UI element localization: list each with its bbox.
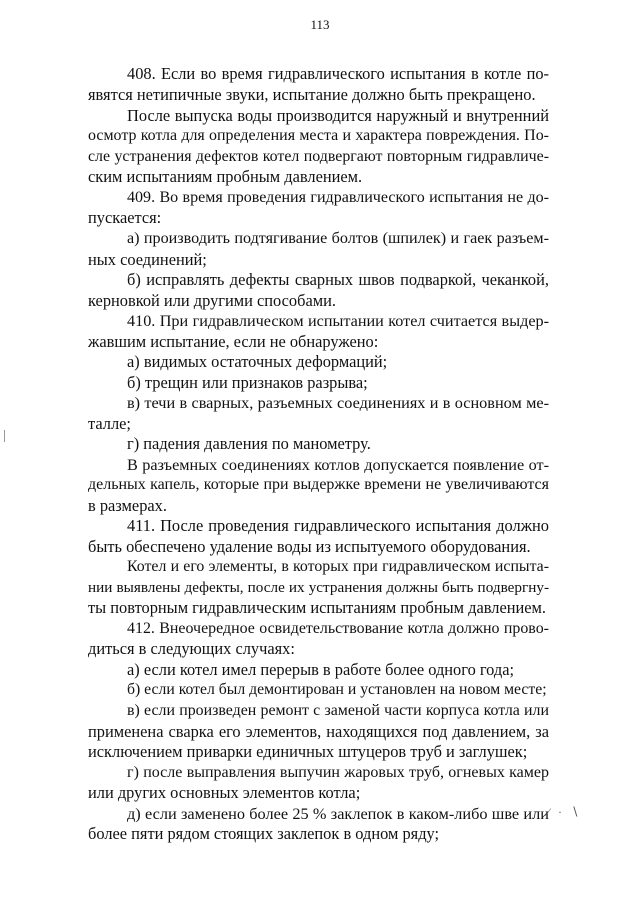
text-line: быть обеспечено удаление воды из испытуемого оборудования.	[88, 537, 531, 556]
text-line: б) исправлять дефекты сварных швов подваркой, чеканкой,	[127, 270, 549, 289]
text-line: 409. Во время проведения гидравлического испытания не до-	[127, 189, 549, 206]
text-line: ты повторным гидравлическим испытаниям пробным давлением.	[88, 598, 547, 617]
text-line: а) видимых остаточных деформаций;	[127, 352, 388, 371]
text-line: более пяти рядом стоящих заклепок в одном ряду;	[88, 824, 440, 843]
text-line: применена сварка его элементов, находящихся под давлением, за	[88, 722, 549, 741]
margin-mark	[4, 430, 5, 442]
text-line: В разъемных соединениях котлов допускается появление от-	[127, 456, 549, 474]
text-line: осмотр котла для определения места и характера повреждения. По-	[88, 127, 549, 144]
text-line: исключением приварки единичных штуцеров труб и заглушек;	[88, 742, 528, 761]
text-line: пускается:	[88, 208, 162, 227]
text-line: жавшим испытание, если не обнаружено:	[88, 332, 379, 351]
text-line: г) после выправления выпучин жаровых труб, огневых камер	[127, 764, 549, 781]
text-line: диться в следующих случаях:	[88, 639, 295, 658]
text-line: 412. Внеочередное освидетельствование котла должно прово-	[127, 620, 549, 637]
text-line: Котел и его элементы, в которых при гидравлическом испыта-	[127, 558, 549, 575]
text-line: в) течи в сварных, разъемных соединениях и в основном ме-	[127, 394, 549, 412]
text-line: г) падения давления по манометру.	[127, 434, 371, 453]
text-line: б) если котел был демонтирован и установлен на новом месте;	[127, 681, 547, 698]
text-line: дельных капель, которые при выдержке времени не увеличиваются	[88, 476, 549, 493]
text-line: ных соединений;	[88, 250, 207, 269]
text-line: в) если произведен ремонт с заменой части корпуса котла или	[127, 702, 549, 719]
text-line: 410. При гидравлическом испытании котел считается выдер-	[127, 312, 549, 330]
text-line: а) если котел имел перерыв в работе более одного года;	[127, 660, 515, 679]
text-line: нии выявлены дефекты, после их устранения должны быть подвергну-	[88, 579, 549, 596]
text-line: в размерах.	[88, 496, 167, 515]
text-line: явятся нетипичные звуки, испытание должно быть прекращено.	[88, 85, 536, 104]
page-number: 113	[310, 17, 330, 32]
scan-mark: ⁄ · ∖	[547, 805, 582, 819]
text-line: После выпуска воды производится наружный и внутренний	[127, 106, 549, 125]
text-line: 411. После проведения гидравлического испытания должно	[127, 516, 549, 535]
text-line: или других основных элементов котла;	[88, 783, 361, 802]
text-line: керновкой или другими способами.	[88, 291, 336, 310]
text-line: б) трещин или признаков разрыва;	[127, 373, 368, 392]
text-line: а) производить подтягивание болтов (шпилек) и гаек разъем-	[127, 230, 549, 247]
text-line: ским испытаниям пробным давлением.	[88, 167, 363, 186]
text-line: сле устранения дефектов котел подвергают повторным гидравличе-	[88, 148, 549, 165]
text-line: 408. Если во время гидравлического испытания в котле по-	[127, 64, 549, 83]
text-line: д) если заменено более 25 % заклепок в каком-либо шве или	[127, 804, 549, 823]
text-line: талле;	[88, 414, 131, 433]
